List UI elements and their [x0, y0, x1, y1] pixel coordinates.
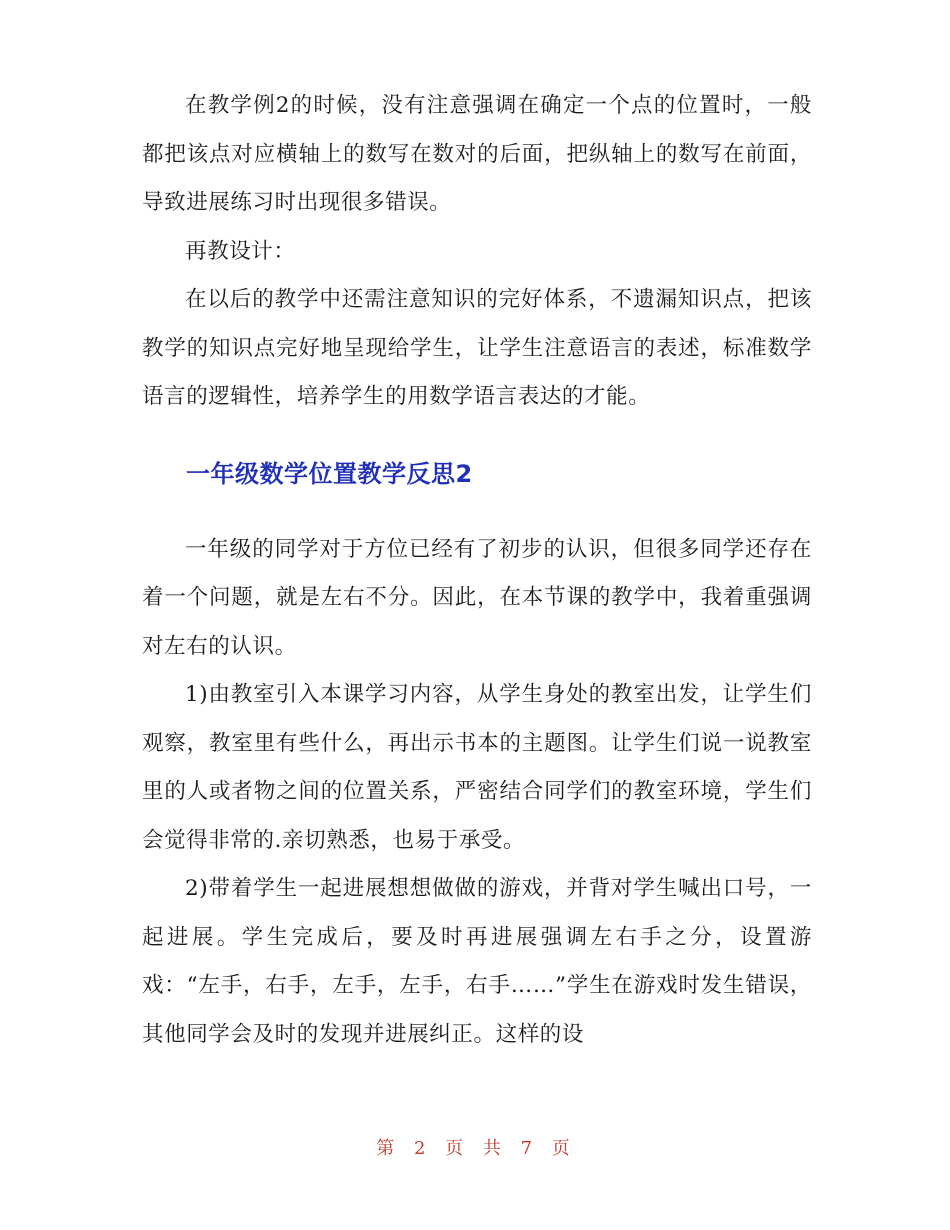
page-number-footer: 第 2 页 共 7 页: [376, 1138, 574, 1159]
paragraph: 在以后的教学中还需注意知识的完好体系，不遗漏知识点，把该教学的知识点完好地呈现给学生，让学生注意语言的表述，标准数学语言的逻辑性，培养学生的用数学语言表达的才能。: [142, 287, 812, 409]
paragraph: 再教设计：: [185, 238, 296, 264]
paragraph: 在教学例2的时候，没有注意强调在确定一个点的位置时，一般都把该点对应横轴上的数写在数对的后面，把纵轴上的数写在前面，导致进展练习时出现很多错误。: [142, 93, 812, 215]
paragraph: 1)由教室引入本课学习内容，从学生身处的教室出发，让学生们观察，教室里有些什么，再出示书本的主题图。让学生们说一说教室里的人或者物之间的位置关系，严密结合同学们的教室环境，学生们会觉得非常的.亲切熟悉，也易于承受。: [142, 682, 812, 853]
section-heading: 一年级数学位置教学反思2: [186, 459, 473, 488]
document-body: [142, 82, 812, 1059]
paragraph: 2)带着学生一起进展想想做做的游戏，并背对学生喊出口号，一起进展。学生完成后，要及时再进展强调左右手之分，设置游戏：“左手，右手，左手，左手，右手……”学生在游戏时发生错误，其他同学会及时的发现并进展纠正。这样的设: [142, 876, 812, 1047]
paragraph: 一年级的同学对于方位已经有了初步的认识，但很多同学还存在着一个问题，就是左右不分。因此，在本节课的教学中，我着重强调对左右的认识。: [142, 536, 812, 659]
